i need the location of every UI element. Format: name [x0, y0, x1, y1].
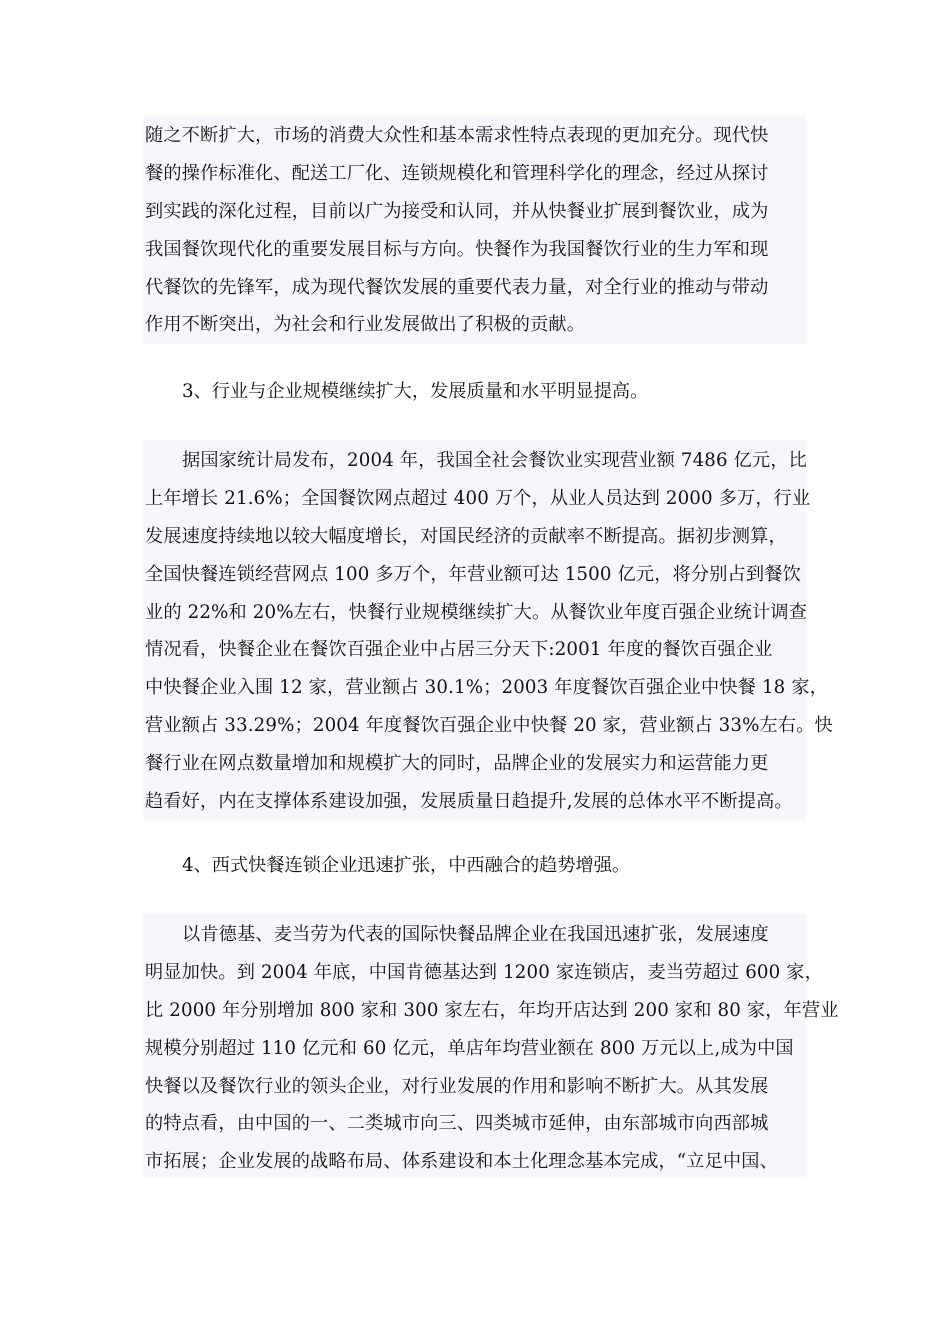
- text-line: 营业额占 33.29%；2004 年度餐饮百强企业中快餐 20 家，营业额占 33%左右。快: [145, 715, 833, 737]
- text-line: 随之不断扩大，市场的消费大众性和基本需求性特点表现的更加充分。现代快: [145, 125, 769, 146]
- section-heading-4: 4、西式快餐连锁企业迅速扩张，中西融合的趋势增强。: [182, 855, 631, 876]
- text-line: 中快餐企业入围 12 家，营业额占 30.1%；2003 年度餐饮百强企业中快餐 18 家，: [145, 677, 828, 699]
- text-line: 餐的操作标准化、配送工厂化、连锁规模化和管理科学化的理念，经过从探讨: [145, 162, 769, 184]
- text-line: 全国快餐连锁经营网点 100 多万个，年营业额可达 1500 亿元，将分别占到餐饮: [145, 563, 801, 585]
- text-line: 餐行业在网点数量增加和规模扩大的同时，品牌企业的发展实力和运营能力更: [145, 753, 769, 775]
- text-line: 上年增长 21.6%；全国餐饮网点超过 400 万个，从业人员达到 2000 多万，行业: [145, 487, 811, 509]
- text-line: 业的 22%和 20%左右，快餐行业规模继续扩大。从餐饮业年度百强企业统计调查: [145, 601, 808, 623]
- text-line: 的特点看，由中国的一、二类城市向三、四类城市延伸，由东部城市向西部城: [145, 1113, 769, 1135]
- text-line: 我国餐饮现代化的重要发展目标与方向。快餐作为我国餐饮行业的生力军和现: [145, 238, 769, 260]
- text-line: 比 2000 年分别增加 800 家和 300 家左右，年均开店达到 200 家和 80 家，年营业: [145, 999, 839, 1021]
- text-line: 明显加快。到 2004 年底，中国肯德基达到 1200 家连锁店，麦当劳超过 600 家，: [145, 961, 823, 983]
- text-line: 发展速度持续地以较大幅度增长，对国民经济的贡献率不断提高。据初步测算，: [145, 525, 787, 547]
- text-line: 作用不断突出，为社会和行业发展做出了积极的贡献。: [145, 314, 586, 336]
- text-line: 代餐饮的先锋军，成为现代餐饮发展的重要代表力量，对全行业的推动与带动: [145, 276, 769, 298]
- text-line: 到实践的深化过程，目前以广为接受和认同，并从快餐业扩展到餐饮业，成为: [145, 200, 769, 222]
- text-line: 快餐以及餐饮行业的领头企业，对行业发展的作用和影响不断扩大。从其发展: [145, 1075, 769, 1097]
- paragraph-1: [145, 117, 845, 344]
- paragraph-3: [145, 916, 845, 1181]
- section-heading-3: 3、行业与企业规模继续扩大，发展质量和水平明显提高。: [182, 381, 649, 402]
- text-line: 市拓展；企业发展的战略布局、体系建设和本土化理念基本完成，“立足中国、: [145, 1151, 778, 1173]
- text-line: 以肯德基、麦当劳为代表的国际快餐品牌企业在我国迅速扩张，发展速度: [182, 924, 769, 945]
- text-line: 据国家统计局发布，2004 年，我国全社会餐饮业实现营业额 7486 亿元，比: [182, 450, 808, 471]
- paragraph-2: [145, 442, 845, 821]
- text-line: 趋看好，内在支撑体系建设加强，发展质量日趋提升,发展的总体水平不断提高。: [145, 791, 793, 813]
- text-line: 规模分别超过 110 亿元和 60 亿元，单店年均营业额在 800 万元以上,成为中国: [145, 1037, 794, 1059]
- text-line: 情况看，快餐企业在餐饮百强企业中占居三分天下:2001 年度的餐饮百强企业: [145, 639, 773, 661]
